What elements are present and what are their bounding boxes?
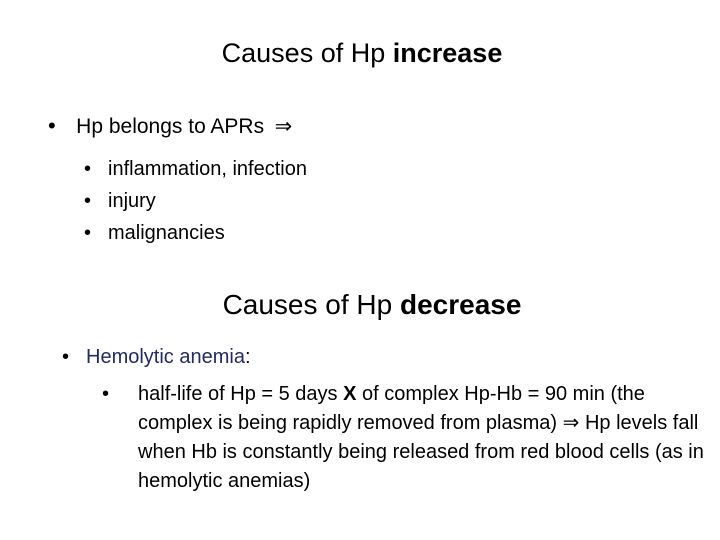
main-bullet: • Hp belongs to APRs ⇒	[48, 113, 293, 138]
list-item: • malignancies	[84, 217, 307, 249]
implies-arrow-icon: ⇒	[274, 115, 293, 138]
list-item: • inflammation, infection	[84, 153, 307, 185]
detail-bullet-icon: •	[102, 383, 110, 405]
decrease-title: Causes of Hp decrease	[222, 289, 522, 320]
bullet-icon: •	[62, 346, 70, 368]
increase-list	[84, 153, 307, 249]
bullet-icon: •	[84, 190, 92, 212]
hemolytic-bullet: • Hemolytic anemia:	[62, 342, 251, 372]
detail-paragraph: half-life of Hp = 5 days X of complex Hp-Hb = 90 min (the complex is being rapidly removed from plasma) ⇒ Hp levels fall when Hb is constantly being released from red blood cells (as in hemolytic anemias)	[138, 383, 704, 492]
implies-arrow-icon: ⇒	[562, 412, 580, 434]
increase-title: Causes of Hp increase	[221, 38, 503, 68]
list-item: • injury	[84, 185, 307, 217]
bullet-icon: •	[84, 158, 92, 180]
bullet-icon: •	[84, 222, 92, 244]
bullet-icon: •	[48, 113, 56, 138]
